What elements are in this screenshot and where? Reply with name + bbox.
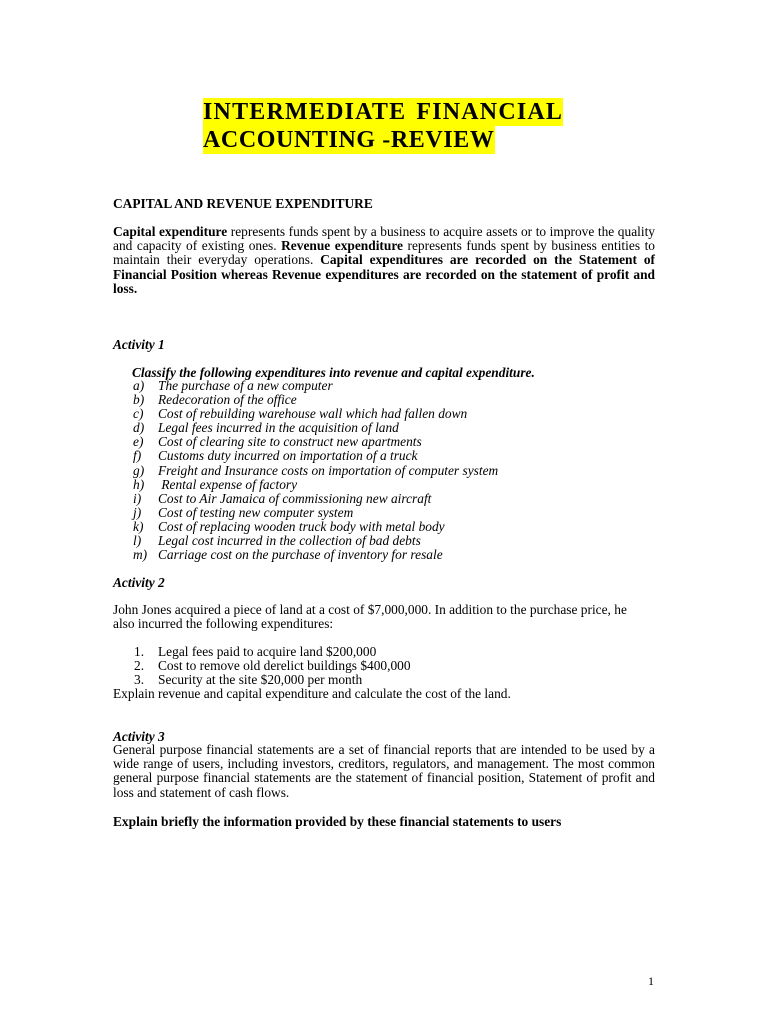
list-item: [134, 645, 411, 659]
intro-text-1: represents funds spent by a business to acquire assets or to improve the quality and capacity of existing ones.: [113, 224, 655, 254]
list-item: [133, 421, 498, 435]
list-item-label: f): [133, 448, 142, 464]
term-revenue-expenditure: Revenue expenditure: [281, 238, 403, 254]
list-item-label: d): [133, 420, 145, 436]
activity-1-heading: Activity 1: [113, 337, 165, 352]
activity-1-instruction: Classify the following expenditures into revenue and capital expenditure.: [132, 365, 535, 380]
list-item: [133, 506, 498, 520]
page-number: 1: [648, 974, 654, 988]
list-item-text: Cost to Air Jamaica of commissioning new aircraft: [158, 490, 432, 506]
list-item-label: k): [133, 518, 144, 534]
list-item-label: c): [133, 406, 144, 422]
activity-2-question: Explain revenue and capital expenditure and calculate the cost of the land.: [113, 686, 511, 701]
list-item-text: Legal fees incurred in the acquisition of land: [158, 420, 399, 436]
list-item-text: Rental expense of factory: [158, 476, 298, 492]
land-expenditure-list: [134, 645, 411, 687]
list-item-text: Cost of replacing wooden truck body with metal body: [158, 518, 445, 534]
list-item: [133, 407, 498, 421]
list-item: [133, 449, 498, 463]
intro-paragraph: [113, 225, 655, 296]
list-item: [133, 520, 498, 534]
list-item-text: Customs duty incurred on importation of a truck: [158, 448, 418, 464]
list-item-text: Cost of clearing site to construct new apartments: [158, 434, 422, 450]
list-item-label: i): [133, 490, 142, 506]
list-item-label: e): [133, 434, 144, 450]
intro-bold-statement: Capital expenditures are recorded on the Statement of Financial Position whereas Revenue expenditures are recorded on the statement of profit and loss.: [113, 252, 656, 296]
list-item-text: Legal fees paid to acquire land $200,000: [158, 644, 377, 659]
list-item: [133, 534, 498, 548]
document-title: [203, 98, 563, 154]
list-item-label: j): [133, 504, 142, 520]
title-word-intermediate: INTERMEDIATE: [203, 99, 407, 125]
list-item-text: Legal cost incurred in the collection of bad debts: [158, 533, 421, 549]
list-item: [133, 393, 498, 407]
list-item-label: h): [133, 476, 145, 492]
list-item: [134, 659, 411, 673]
title-line-2: ACCOUNTING -REVIEW: [203, 127, 495, 153]
list-item-text: Cost of rebuilding warehouse wall which had fallen down: [158, 406, 468, 422]
activity-2-heading: Activity 2: [113, 575, 165, 590]
list-item: [133, 548, 498, 562]
list-item-text: Carriage cost on the purchase of inventory for resale: [158, 547, 443, 563]
list-item-text: Cost of testing new computer system: [158, 504, 354, 520]
list-item: [133, 435, 498, 449]
list-item-label: l): [133, 533, 142, 549]
title-word-financial: FINANCIAL: [416, 99, 564, 125]
list-item-label: b): [133, 392, 145, 408]
activity-3-question: Explain briefly the information provided by these financial statements to users: [113, 814, 562, 829]
list-item: [133, 464, 498, 478]
activity-3-text: General purpose financial statements are a set of financial reports that are intended to be used by a wide range of users, including investors, creditors, regulators, and management. The most common general purpose financial statements are the statement of financial position, Statement of profit and loss and statement of cash flows.: [113, 742, 655, 800]
term-capital-expenditure: Capital expenditure: [113, 224, 228, 239]
activity-2-intro: John Jones acquired a piece of land at a cost of $7,000,000. In addition to the purchase price, he also incurred the following expenditures:: [113, 602, 627, 632]
list-item-label: 1.: [134, 644, 145, 659]
section-heading: CAPITAL AND REVENUE EXPENDITURE: [113, 196, 373, 211]
list-item-label: g): [133, 462, 145, 478]
list-item-label: 2.: [134, 658, 145, 674]
title-line-1: [203, 98, 563, 126]
expenditure-list: [133, 379, 498, 562]
list-item-label: m): [133, 547, 148, 563]
list-item-text: Redecoration of the office: [158, 392, 297, 408]
list-item-text: The purchase of a new computer: [158, 378, 333, 393]
list-item: [133, 492, 498, 506]
list-item-text: Freight and Insurance costs on importation of computer system: [158, 462, 499, 478]
activity-3-heading: Activity 3: [113, 729, 165, 744]
list-item: [133, 478, 498, 492]
list-item-label: a): [133, 378, 145, 393]
list-item: [133, 379, 498, 393]
list-item-label: 3.: [134, 672, 145, 688]
intro-text-2: represents funds spent by business entities to maintain their everyday operations.: [113, 238, 655, 268]
list-item-text: Cost to remove old derelict buildings $400,000: [158, 658, 411, 674]
list-item-text: Security at the site $20,000 per month: [158, 672, 363, 688]
